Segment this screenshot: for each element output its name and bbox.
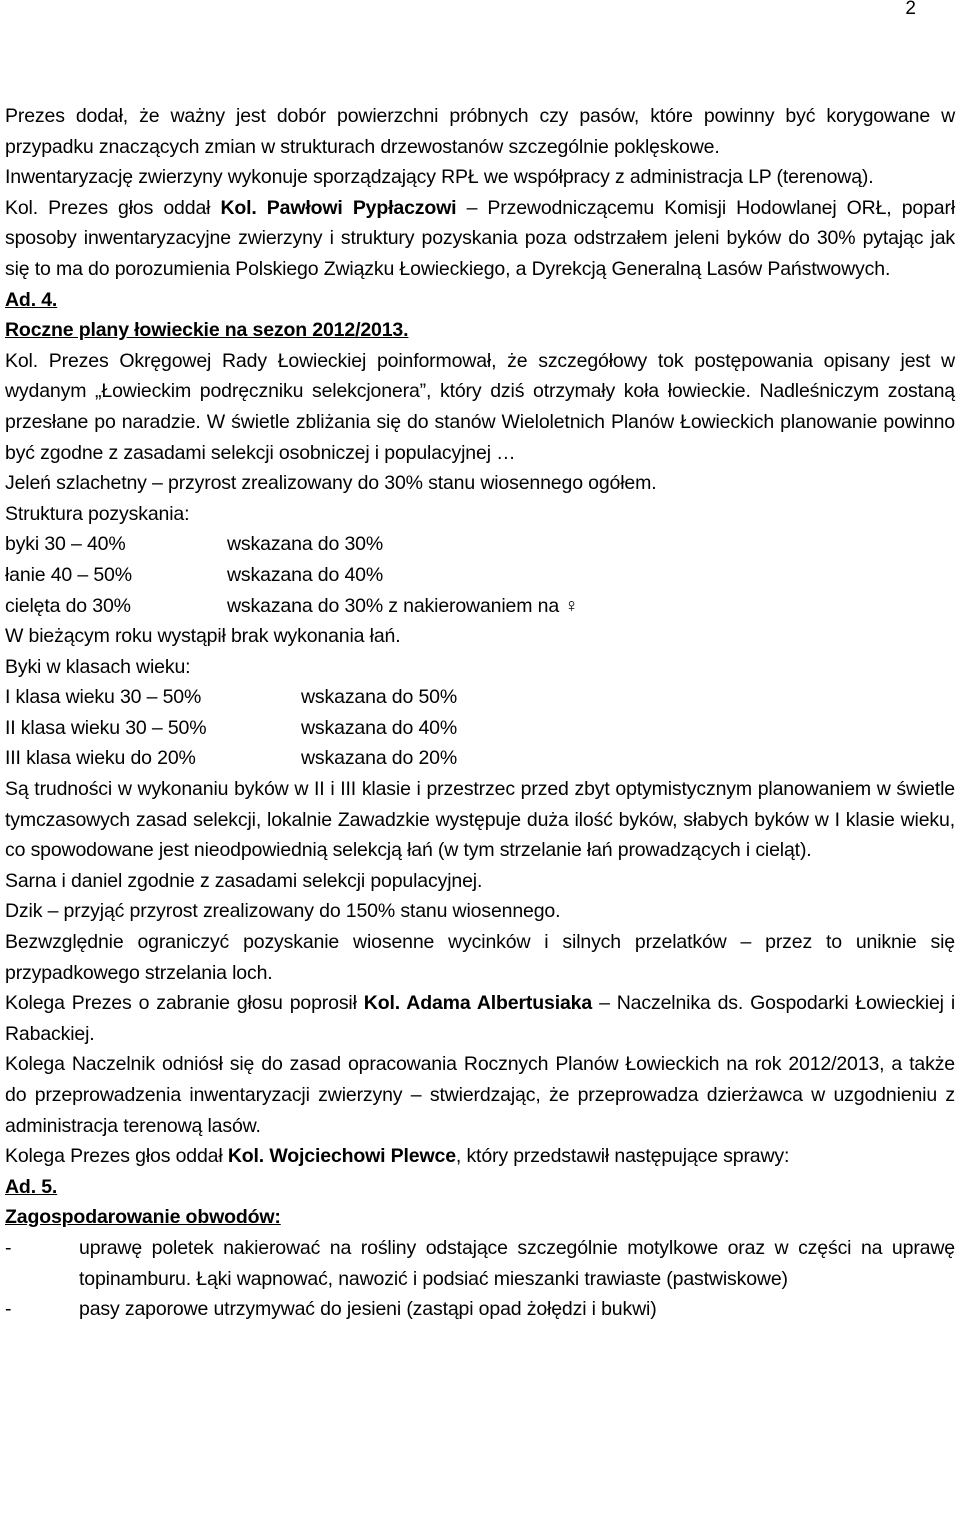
list-item-text: pasy zaporowe utrzymywać do jesieni (zastąpi opad żołędzi i bukwi): [79, 1298, 657, 1321]
age-class-share: I klasa wieku 30 – 50%: [5, 686, 202, 709]
list-item: [5, 1233, 955, 1294]
structure-share: łanie 40 – 50%: [5, 563, 132, 586]
paragraph-13: [5, 988, 955, 1049]
agenda-item-4-title: Roczne plany łowieckie na sezon 2012/2013.: [5, 319, 409, 342]
age-class-recommended: wskazana do 40%: [301, 716, 458, 739]
paragraph-7: W bieżącym roku wystąpił brak wykonania łań.: [5, 625, 401, 648]
agenda-item-5-number: Ad. 5.: [5, 1175, 58, 1198]
agenda-item-4-number: Ad. 4.: [5, 288, 58, 311]
paragraph-5: Jeleń szlachetny – przyrost zrealizowany do 30% stanu wiosennego ogółem.: [5, 472, 657, 495]
structure-recommended: wskazana do 30%: [227, 533, 384, 556]
speaker-name: Kol. Pawłowi Pypłaczowi: [220, 196, 457, 219]
agenda-item-5-title: Zagospodarowanie obwodów:: [5, 1206, 281, 1229]
paragraph-15-intro: Kolega Prezes głos oddał: [5, 1145, 228, 1168]
structure-share: byki 30 – 40%: [5, 533, 126, 556]
speaker-name: Kol. Adama Albertusiaka: [363, 992, 593, 1015]
paragraph-14: Kolega Naczelnik odniósł się do zasad opracowania Rocznych Planów Łowieckich na rok 2012/2013, a także do przeprowadzenia inwentaryzacji zwierzyny – stwierdzając, że przeprowadza dzierżawca w uzgodnieniu z administracja terenową lasów.: [5, 1053, 955, 1137]
age-class-recommended: wskazana do 20%: [301, 747, 458, 770]
paragraph-9: Są trudności w wykonaniu byków w II i III klasie i przestrzec przed zbyt optymistycznym planowaniem w świetle tymczasowych zasad selekcji, lokalnie Zawadzkie występuje duża ilość byków, słabych byków w I klasie wieku, co spowodowane jest nieodpowiednią selekcją łań (w tym strzelanie łań prowadzących i cieląt).: [5, 778, 955, 862]
structure-row: [5, 560, 955, 591]
list-dash: -: [5, 1236, 12, 1259]
list-dash: -: [5, 1298, 12, 1321]
paragraph-12: Bezwzględnie ograniczyć pozyskanie wiosenne wycinków i silnych przelatków – przez to uniknie się przypadkowego strzelania loch.: [5, 931, 955, 984]
paragraph-11: Dzik – przyjąć przyrost zrealizowany do 150% stanu wiosennego.: [5, 900, 561, 923]
age-class-row: [5, 743, 955, 774]
paragraph-3-rest: – Przewodniczącemu Komisji Hodowlanej ORŁ, poparł sposoby inwentaryzacyjne zwierzyny i struktury pozyskania poza odstrzałem jeleni byków do 30% pytając jak się to ma do porozumienia Polskiego Związku Łowieckiego, a Dyrekcją Generalną Lasów Państwowych.: [5, 196, 956, 280]
structure-row: [5, 591, 955, 622]
age-class-share: III klasa wieku do 20%: [5, 747, 196, 770]
speaker-name: Kol. Wojciechowi Plewce: [227, 1145, 456, 1168]
paragraph-13-rest: – Naczelnika ds. Gospodarki Łowieckiej i Rabackiej.: [5, 992, 955, 1045]
paragraph-15-rest: , który przedstawił następujące sprawy:: [455, 1145, 790, 1168]
age-class-recommended: wskazana do 50%: [301, 686, 458, 709]
structure-row: [5, 529, 955, 560]
paragraph-2: Inwentaryzację zwierzyny wykonuje sporządzający RPŁ we współpracy z administracja LP (terenową).: [5, 166, 874, 189]
list-item-text: uprawę poletek nakierować na rośliny odstające szczególnie motylkowe oraz w części na uprawę topinamburu. Łąki wapnować, nawozić i podsiać mieszanki trawiaste (pastwiskowe): [79, 1236, 955, 1290]
age-class-row: [5, 713, 955, 744]
paragraph-13-intro: Kolega Prezes o zabranie głosu poprosił: [5, 992, 364, 1015]
structure-heading: Struktura pozyskania:: [5, 502, 190, 525]
list-item: [5, 1294, 955, 1325]
paragraph-3: [5, 193, 955, 285]
age-class-heading: Byki w klasach wieku:: [5, 655, 191, 678]
structure-recommended: wskazana do 30% z nakierowaniem na ♀: [227, 594, 579, 617]
paragraph-3-intro: Kol. Prezes głos oddał: [5, 196, 221, 219]
age-class-share: II klasa wieku 30 – 50%: [5, 716, 207, 739]
paragraph-1: Prezes dodał, że ważny jest dobór powierzchni próbnych czy pasów, które powinny być korygowane w przypadku znaczących zmian w strukturach drzewostanów szczególnie poklęskowe.: [5, 105, 955, 158]
structure-share: cielęta do 30%: [5, 594, 131, 617]
page-number: 2: [905, 0, 916, 19]
age-class-row: [5, 682, 955, 713]
paragraph-4: Kol. Prezes Okręgowej Rady Łowieckiej poinformował, że szczegółowy tok postępowania opisany jest w wydanym „Łowieckim podręczniku selekcjonera”, który dziś otrzymały koła łowieckie. Nadleśniczym zostaną przesłane po naradzie. W świetle zbliżania się do stanów Wieloletnich Planów Łowieckich planowanie powinno być zgodne z zasadami selekcji osobniczej i populacyjnej …: [5, 349, 955, 464]
paragraph-10: Sarna i daniel zgodnie z zasadami selekcji populacyjnej.: [5, 869, 483, 892]
document-body: [5, 101, 955, 1325]
paragraph-15: [5, 1141, 955, 1172]
structure-recommended: wskazana do 40%: [227, 563, 384, 586]
